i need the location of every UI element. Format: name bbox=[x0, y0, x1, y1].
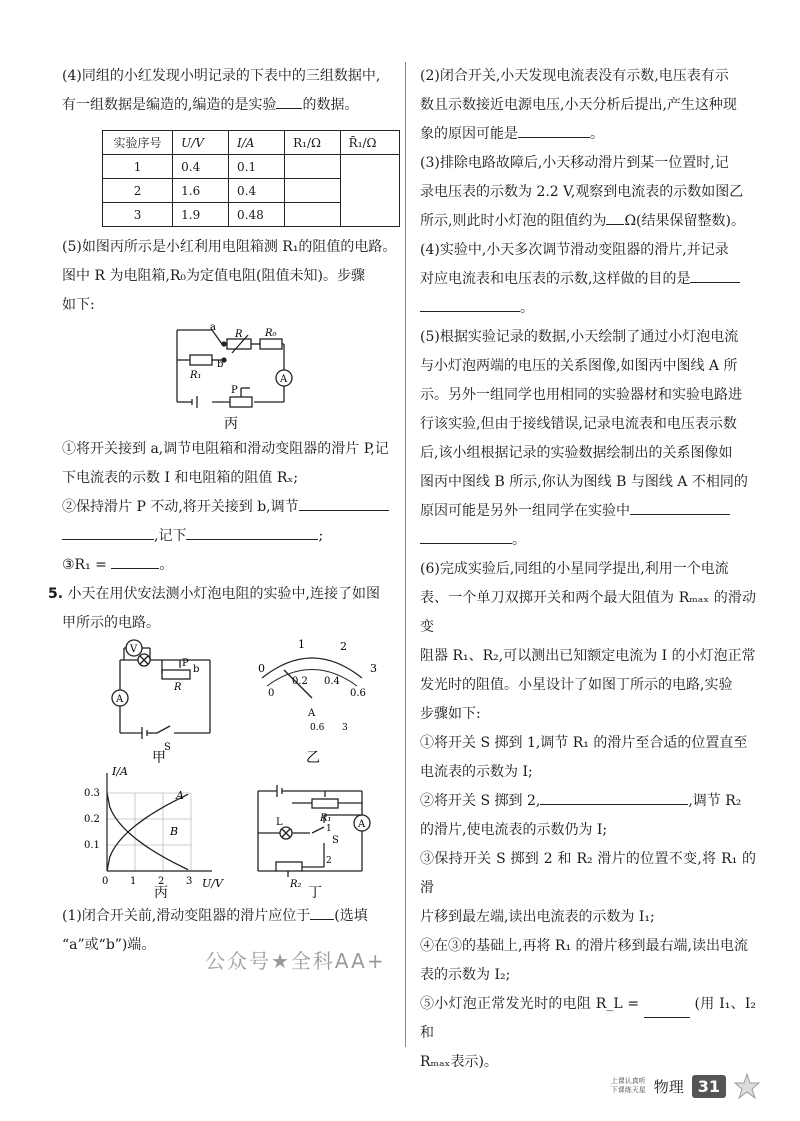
s3-2: 片移到最左端,读出电流表的示数为 I₁; bbox=[420, 909, 655, 925]
q5-7: 原因可能是另外一组同学在实验中 bbox=[420, 497, 756, 526]
answer-blank[interactable] bbox=[518, 121, 590, 138]
problem5-2: 甲所示的电路。 bbox=[62, 615, 160, 631]
answer-blank[interactable] bbox=[111, 552, 159, 569]
circuit-diagram-jia bbox=[112, 640, 210, 739]
x-tick: 3 bbox=[186, 876, 193, 887]
label-R1: R₁ bbox=[320, 813, 332, 824]
s1: ①将开关 S 掷到 1,调节 R₁ 的滑片至合适的位置直至 bbox=[420, 735, 748, 751]
q4-text: (4)同组的小红发现小明记录的下表中的三组数据中, bbox=[62, 68, 381, 84]
step2-2: ,记下 ; bbox=[62, 522, 400, 551]
figures-jia-yi bbox=[62, 638, 400, 763]
svg-text:0.6: 0.6 bbox=[350, 688, 366, 699]
table-row: 1 0.4 0.1 bbox=[103, 155, 400, 179]
label-b: b bbox=[193, 664, 200, 675]
voltmeter-icon: V bbox=[130, 644, 138, 655]
x-tick: 0 bbox=[102, 876, 109, 887]
svg-text:0.2: 0.2 bbox=[292, 676, 308, 687]
q5-2: 与小灯泡两端的电压的关系图像,如图丙中图线 A 所 bbox=[420, 358, 738, 374]
answer-blank[interactable] bbox=[62, 523, 154, 540]
curve-A-label: A bbox=[176, 789, 184, 802]
answer-blank[interactable] bbox=[606, 208, 624, 225]
circuit-diagram-bing bbox=[62, 320, 400, 435]
label-S: S bbox=[332, 835, 339, 846]
figures-bing-ding bbox=[62, 763, 400, 898]
label-a: a bbox=[210, 322, 216, 333]
problem5: 5. 小天在用伏安法测小灯泡电阻的实验中,连接了如图 bbox=[48, 586, 380, 602]
label-R: R bbox=[235, 329, 243, 340]
label-R1: R₁ bbox=[190, 370, 202, 381]
table-row: 2 1.6 0.4 bbox=[103, 179, 400, 203]
svg-text:0: 0 bbox=[268, 688, 275, 699]
table-row: 3 1.9 0.48 bbox=[103, 203, 400, 227]
label-R: R bbox=[174, 682, 182, 693]
ammeter-dial-yi bbox=[262, 658, 362, 698]
ammeter-icon: A bbox=[308, 708, 316, 719]
svg-text:3: 3 bbox=[342, 723, 348, 733]
q5-8: 。 bbox=[420, 526, 756, 555]
q3-3: 所示,则此时小灯泡的阻值约为 Ω(结果保留整数)。 bbox=[420, 207, 756, 236]
label-b: b bbox=[217, 359, 224, 370]
label-R2: R₂ bbox=[290, 879, 302, 890]
q5-text-2: 图中 R 为电阻箱,R₀为定值电阻(阻值未知)。步骤 bbox=[62, 268, 365, 284]
step1-2: 下电流表的示数 I 和电阻箱的阻值 Rₓ; bbox=[62, 470, 299, 486]
figure-label: 乙 bbox=[306, 750, 320, 763]
step2: ②保持滑片 P 不动,将开关接到 b,调节 bbox=[62, 493, 400, 522]
subject-label: 物理 bbox=[653, 1077, 684, 1096]
q5: (5)根据实验记录的数据,小天绘制了通过小灯泡电流 bbox=[420, 329, 739, 345]
answer-blank[interactable] bbox=[630, 498, 730, 515]
iu-graph bbox=[107, 773, 212, 871]
svg-text:3: 3 bbox=[370, 662, 377, 675]
answer-blank[interactable] bbox=[420, 527, 512, 544]
q6-5: 步骤如下: bbox=[420, 706, 481, 722]
s4: ④在③的基础上,再将 R₁ 的滑片移到最右端,读出电流 bbox=[420, 938, 748, 954]
label-P: P bbox=[182, 658, 189, 669]
label-S: S bbox=[164, 742, 171, 753]
q6-2: 表、一个单刀双掷开关和两个最大阻值为 Rₘₐₓ 的滑动变 bbox=[420, 590, 756, 635]
answer-blank[interactable] bbox=[310, 903, 334, 920]
svg-text:2: 2 bbox=[340, 640, 347, 653]
q2: (2)闭合开关,小天发现电流表没有示数,电压表有示 bbox=[420, 68, 729, 84]
s2-2: 的滑片,使电流表的示数仍为 I; bbox=[420, 822, 608, 838]
circuit-diagram-ding bbox=[258, 785, 370, 877]
q1: (1)闭合开关前,滑动变阻器的滑片应位于 (选填 bbox=[62, 902, 400, 931]
q2-2: 数且示数接近电源电压,小天分析后提出,产生这种现 bbox=[420, 97, 737, 113]
q5-text: (5)如图丙所示是小红利用电阻箱测 R₁的阻值的电路。 bbox=[62, 239, 397, 255]
label-R0: R₀ bbox=[265, 328, 277, 339]
q5-text-3: 如下: bbox=[62, 297, 95, 313]
x-tick: 1 bbox=[130, 876, 137, 887]
left-column bbox=[48, 62, 400, 960]
answer-blank[interactable] bbox=[276, 92, 302, 109]
answer-blank[interactable] bbox=[644, 1001, 690, 1018]
s5-2: Rₘₐₓ表示)。 bbox=[420, 1054, 498, 1070]
q3-2: 录电压表的示数为 2.2 V,观察到电流表的示数如图乙 bbox=[420, 184, 744, 200]
q4-3: 。 bbox=[420, 294, 756, 323]
ammeter-icon: A bbox=[116, 694, 124, 705]
q4-text-2: 有一组数据是编造的,编造的是实验 的数据。 bbox=[62, 91, 400, 120]
q3: (3)排除电路故障后,小天移动滑片到某一位置时,记 bbox=[420, 155, 729, 171]
y-tick: 0.1 bbox=[84, 840, 100, 851]
label-L: L bbox=[276, 817, 283, 828]
s2: ②将开关 S 掷到 2, ,调节 R₂ bbox=[420, 787, 756, 816]
label-P: P bbox=[231, 385, 238, 396]
figure-label: 丙 bbox=[154, 885, 168, 898]
svg-text:1: 1 bbox=[326, 824, 332, 834]
y-tick: 0.3 bbox=[84, 788, 100, 799]
y-axis-label: I/A bbox=[112, 765, 128, 778]
ammeter-icon: A bbox=[280, 374, 288, 385]
s4-2: 表的示数为 I₂; bbox=[420, 967, 511, 983]
figure-label: 丁 bbox=[308, 885, 322, 898]
page-number: 31 bbox=[692, 1075, 726, 1098]
answer-blank[interactable] bbox=[420, 295, 520, 312]
star-mascot-icon bbox=[734, 1073, 760, 1099]
s5: ⑤小灯泡正常发光时的电阻 R_L = (用 I₁、I₂ 和 bbox=[420, 996, 757, 1041]
q2-3: 象的原因可能是 。 bbox=[420, 120, 756, 149]
q6: (6)完成实验后,同组的小星同学提出,利用一个电流 bbox=[420, 561, 729, 577]
column-divider bbox=[405, 62, 406, 1047]
table-header-row: 实验序号 U/V I/A R₁/Ω R̄₁/Ω bbox=[103, 131, 400, 155]
s1-2: 电流表的示数为 I; bbox=[420, 764, 533, 780]
svg-text:1: 1 bbox=[298, 638, 305, 651]
page-footer bbox=[611, 1073, 760, 1099]
answer-blank[interactable] bbox=[299, 494, 389, 511]
x-axis-label: U/V bbox=[202, 877, 223, 890]
data-table bbox=[102, 130, 400, 227]
q5-4: 行该实验,但由于接线错误,记录电流表和电压表示数 bbox=[420, 416, 737, 432]
right-column bbox=[420, 62, 756, 1077]
step1: ①将开关接到 a,调节电阻箱和滑动变阻器的滑片 P,记 bbox=[62, 441, 389, 457]
ammeter-icon: A bbox=[358, 819, 366, 830]
svg-text:0.4: 0.4 bbox=[324, 676, 340, 687]
step3: ③R₁ = 。 bbox=[62, 551, 400, 580]
q6-3: 阻器 R₁、R₂,可以测出已知额定电流为 I 的小灯泡正常 bbox=[420, 648, 756, 664]
answer-blank[interactable] bbox=[540, 788, 688, 805]
figure-label: 丙 bbox=[224, 416, 238, 432]
svg-text:0.6: 0.6 bbox=[310, 723, 325, 733]
svg-text:2: 2 bbox=[326, 856, 332, 866]
q4: (4)实验中,小天多次调节滑动变阻器的滑片,并记录 bbox=[420, 242, 729, 258]
q5-6: 图丙中图线 B 所示,你认为图线 B 与图线 A 不相同的 bbox=[420, 474, 748, 490]
q4-2: 对应电流表和电压表的示数,这样做的目的是 bbox=[420, 265, 756, 294]
q5-5: 后,该小组根据记录的实验数据绘制出的关系图像如 bbox=[420, 445, 733, 461]
answer-blank[interactable] bbox=[186, 523, 318, 540]
answer-blank[interactable] bbox=[690, 266, 740, 283]
s3: ③保持开关 S 掷到 2 和 R₂ 滑片的位置不变,将 R₁ 的滑 bbox=[420, 851, 756, 896]
y-tick: 0.2 bbox=[84, 814, 100, 825]
figure-label: 甲 bbox=[152, 750, 166, 763]
q5-3: 示。另外一组同学也用相同的实验器材和实验电路进 bbox=[420, 387, 742, 403]
watermark: 公众号★全科AA+ bbox=[205, 949, 386, 973]
q1-2: “a”或“b”)端。 bbox=[62, 937, 156, 953]
q6-4: 发光时的阻值。小星设计了如图丁所示的电路,实验 bbox=[420, 677, 733, 693]
curve-B-label: B bbox=[170, 825, 179, 838]
svg-text:0: 0 bbox=[258, 662, 265, 675]
x-tick: 2 bbox=[158, 876, 165, 887]
footer-slogan: 上课认真听 下课练天星 bbox=[610, 1077, 646, 1094]
